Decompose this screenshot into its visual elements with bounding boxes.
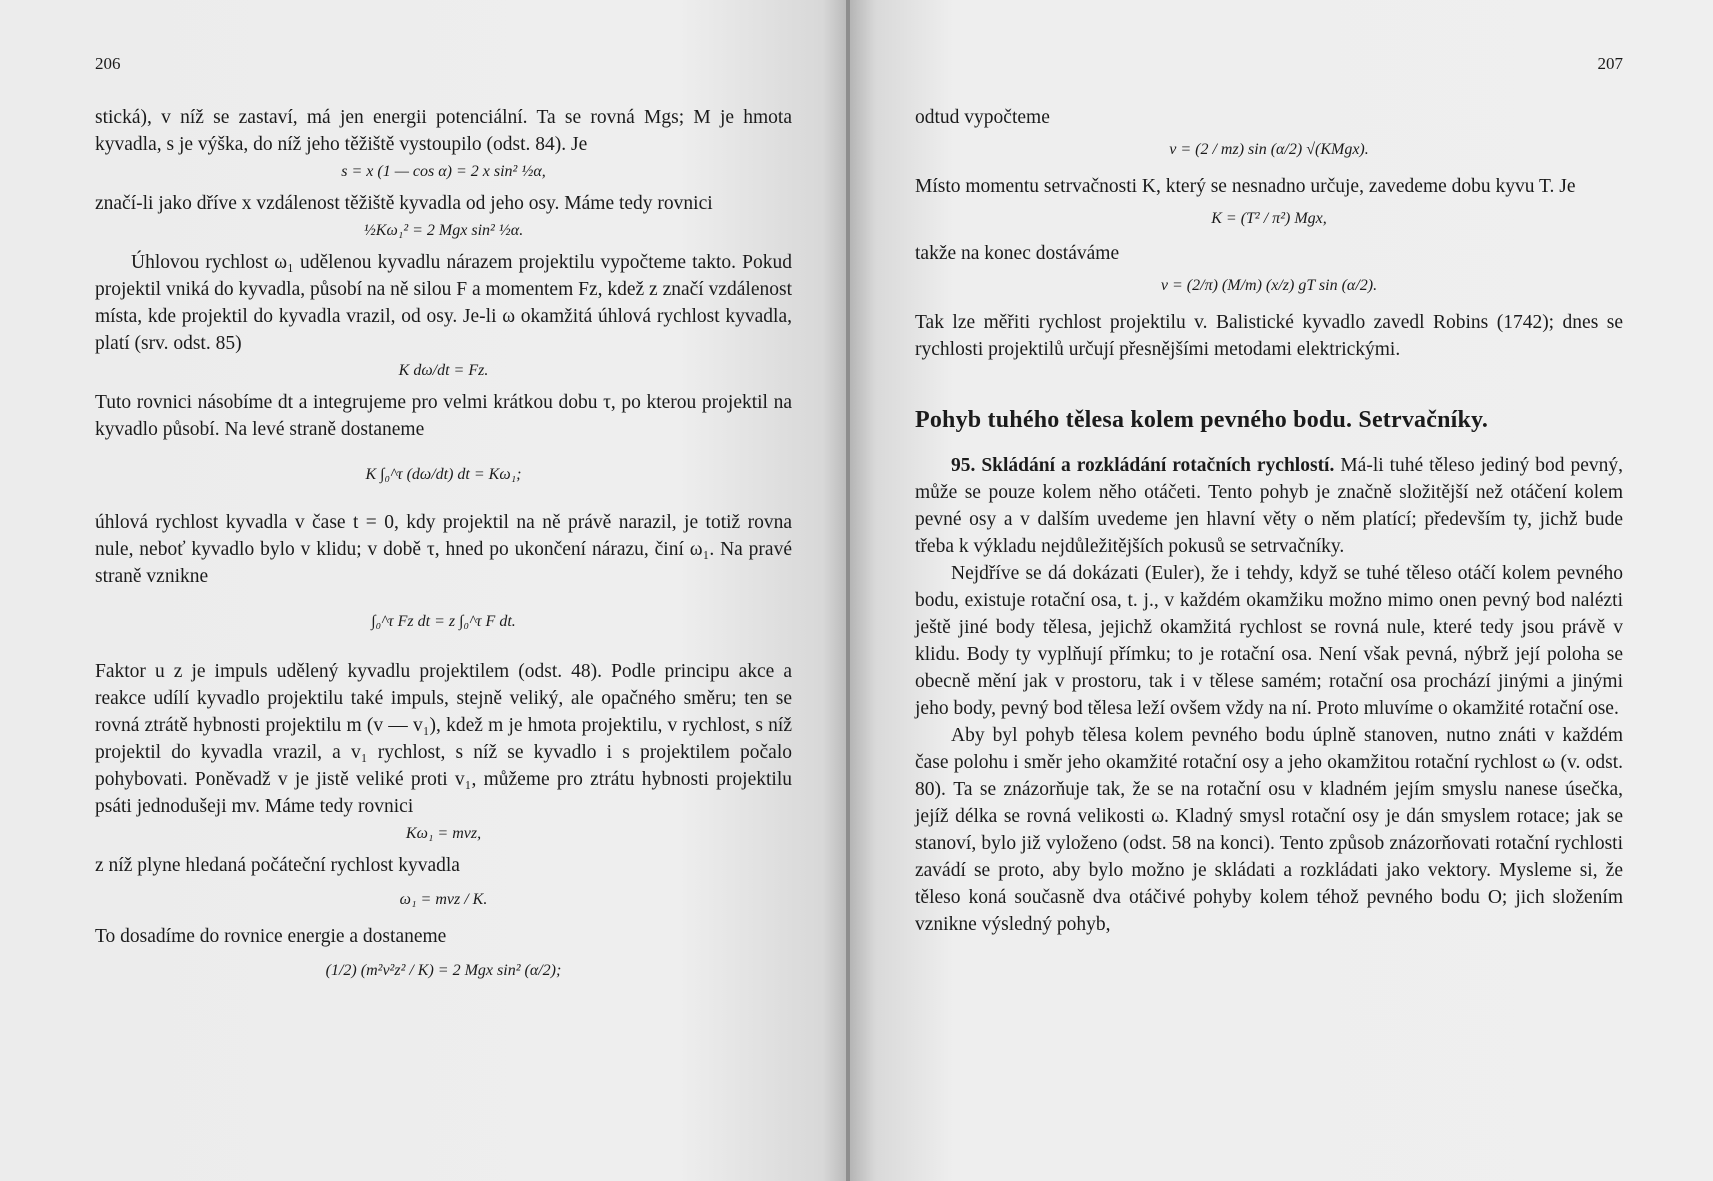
paragraph: Úhlovou rychlost ω₁ udělenou kyvadlu nárazem projektilu vypočteme takto. Pokud projektil vniká do kyvadla, působí na ně silou F a momentem Fz, kdež z značí vzdálenost místa, kde projektil do kyvadla vrazil, od osy. Je-li ω okamžitá úhlová rychlost kyvadla, platí (srv. odst. 85) <box>95 252 792 354</box>
paragraph: Nejdříve se dá dokázati (Euler), že i tehdy, když se tuhé těleso otáčí kolem pevného bodu, existuje rotační osa, t. j., v každém okamžiku možno mimo onen pevný bod nalézti ještě jiné body tělesa, jejichž okamžitá rychlost se rovná nule, které tedy jsou právě v klidu. Body ty vyplňují přímku; to je rotační osa. Není však pevná, nýbrž její poloha se obecně mění jak v prostoru, tak i v tělese samém; rotační osa prochází jinými a jinými jeho body, pevný bod tělesa leží ovšem vždy na ní. Proto mluvíme o okamžité rotační ose. <box>915 563 1623 719</box>
paragraph: To dosadíme do rovnice energie a dostaneme <box>95 926 447 947</box>
equation: ω₁ = mvz / K. <box>399 891 488 908</box>
page-number-left: 206 <box>95 54 121 73</box>
paragraph-text: Má-li tuhé těleso jediný bod pevný, může se pouze kolem něho otáčeti. Tento pohyb je značně složitější než otáčení kolem pevné osy a v dalším uvedeme jen hlavní věty o něm platící; především ty, jichž bude třeba k výkladu nejdůležitějších pokusů se setrvačníky. <box>915 455 1624 557</box>
equation: ∫₀^τ Fz dt = z ∫₀^τ F dt. <box>371 613 516 630</box>
equation: K dω/dt = Fz. <box>398 362 489 379</box>
paragraph: značí-li jako dříve x vzdálenost těžiště kyvadla od jeho osy. Máme tedy rovnici <box>95 193 713 214</box>
equation: v = (2 / mz) sin (α/2) √(KMgx). <box>1169 141 1369 158</box>
paragraph <box>915 452 1623 560</box>
left-page <box>0 0 848 1181</box>
right-page <box>850 0 1713 1181</box>
equation: K = (T² / π²) Mgx, <box>1211 210 1327 227</box>
paragraph: Místo momentu setrvačnosti K, který se nesnadno určuje, zavedeme dobu kyvu T. Je <box>915 176 1576 197</box>
chapter-heading: Pohyb tuhého tělesa kolem pevného bodu. Setrvačníky. <box>915 407 1489 433</box>
paragraph: úhlová rychlost kyvadla v čase t = 0, kdy projektil na ně právě narazil, je totiž rovna nule, neboť kyvadlo bylo v klidu; v době τ, hned po ukončení nárazu, činí ω₁. Na pravé straně vznikne <box>95 512 792 587</box>
equation: Kω₁ = mvz, <box>405 825 482 842</box>
paragraph: Faktor u z je impuls udělený kyvadlu projektilem (odst. 48). Podle principu akce a reakce udílí kyvadlo projektilu také impuls, stejně veliký, ale opačného směru; ten se rovná ztrátě hybnosti projektilu m (v — v₁), kdež m je hmota projektilu, v rychlost, s níž projektil do kyvadla vrazil, a v₁ rychlost, s níž se kyvadlo i s projektilem počalo pohybovati. Poněvadž v je jistě veliké proti v₁, můžeme pro ztrátu hybnosti projektilu psáti jednodušeji mv. Máme tedy rovnici <box>95 661 792 817</box>
section-title: 95. Skládání a rozkládání rotačních rychlostí. <box>951 455 1335 476</box>
paragraph: z níž plyne hledaná počáteční rychlost kyvadla <box>95 855 460 876</box>
paragraph: odtud vypočteme <box>915 107 1050 128</box>
page-number-right: 207 <box>1597 54 1623 73</box>
equation: v = (2/π) (M/m) (x/z) gT sin (α/2). <box>1160 277 1378 294</box>
paragraph: Aby byl pohyb tělesa kolem pevného bodu úplně stanoven, nutno znáti v každém čase polohu i směr jeho okamžité rotační osy a jeho okamžitou rotační rychlost ω (v. odst. 80). Ta se znázorňuje tak, že se na rotační osu v kladném jejím smyslu nanese úsečka, jejíž délka se rovná velikosti ω. Kladný smysl rotační osy je dán smyslem rotace; jak se stanoví, bylo již vyloženo (odst. 58 na konci). Tento způsob znázorňovati rotační rychlosti zavádí se proto, aby bylo možno je skládati a rozkládati jako vektory. Mysleme si, že těleso koná současně dva otáčivé pohyby kolem téhož pevného bodu O; jich složením vznikne výsledný pohyb, <box>915 725 1623 935</box>
paragraph: stická), v níž se zastaví, má jen energii potenciální. Ta se rovná Mgs; M je hmota kyvadla, s je výška, do níž jeho těžiště vystoupilo (odst. 84). Je <box>95 107 792 155</box>
paragraph: takže na konec dostáváme <box>915 243 1120 264</box>
equation: s = x (1 — cos α) = 2 x sin² ½α, <box>341 163 546 180</box>
equation: K ∫₀^τ (dω/dt) dt = Kω₁; <box>365 466 522 483</box>
equation: ½Kω₁² = 2 Mgx sin² ½α. <box>363 222 524 239</box>
paragraph: Tuto rovnici násobíme dt a integrujeme pro velmi krátkou dobu τ, po kterou projektil na kyvadlo působí. Na levé straně dostaneme <box>95 392 792 440</box>
paragraph: Tak lze měřiti rychlost projektilu v. Balistické kyvadlo zavedl Robins (1742); dnes se rychlosti projektilů určují přesnějšími metodami elektrickými. <box>915 312 1623 360</box>
equation: (1/2) (m²v²z² / K) = 2 Mgx sin² (α/2); <box>325 962 562 979</box>
